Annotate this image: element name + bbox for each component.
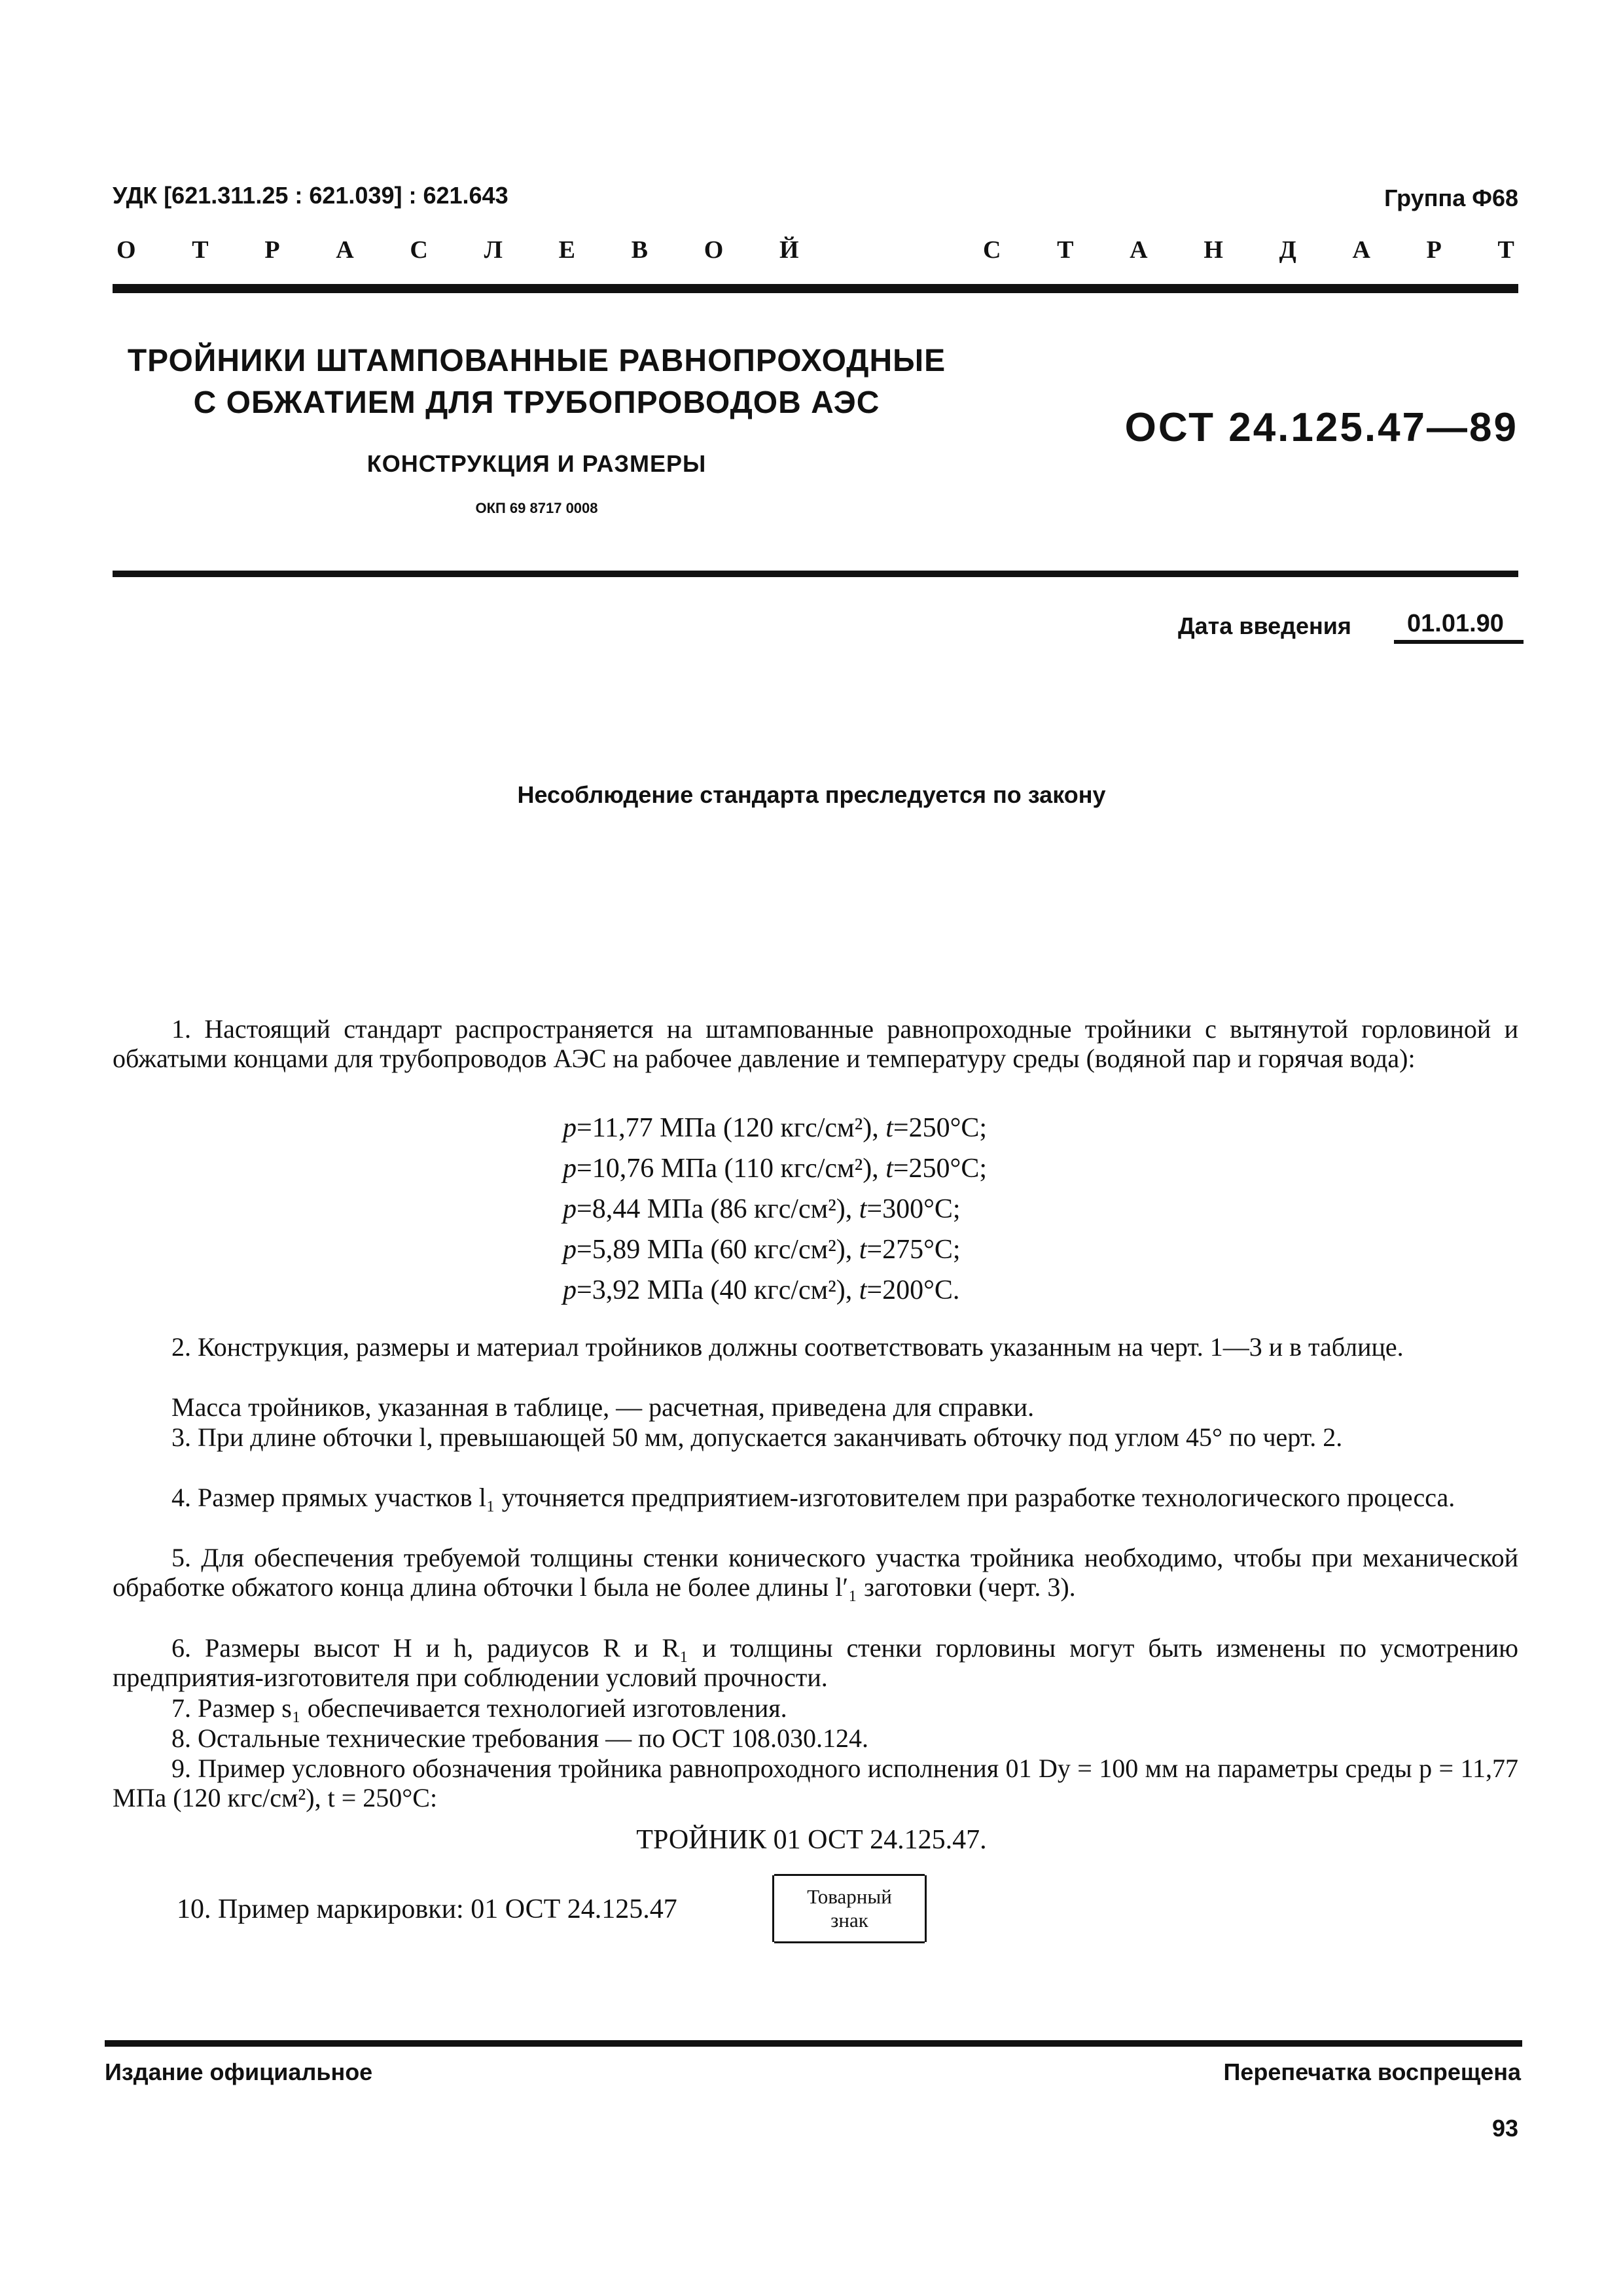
- document-title: [111, 340, 962, 424]
- temperature-value: 200°C.: [882, 1275, 960, 1305]
- okp-code: ОКП 69 8717 0008: [475, 500, 598, 516]
- formula-line: p=5,89 МПа (60 кгс/см²), t=275°C;: [563, 1235, 961, 1265]
- reprint-note: Перепечатка воспрещена: [1223, 2058, 1521, 2085]
- paragraph-6: 6. Размеры высот H и h, радиусов R и R₁ и толщины стенки горловины могут быть изменены по усмотрению предприятия-изготовителя при соблюдении условий прочности.: [113, 1633, 1518, 1692]
- pressure-value: 5,89: [592, 1235, 641, 1265]
- banner-letter: О: [704, 236, 724, 264]
- pressure-unit: МПа: [647, 1235, 704, 1265]
- date-label: Дата введения: [1178, 612, 1351, 639]
- pressure-value: 3,92: [592, 1275, 641, 1305]
- pressure-unit: МПа: [660, 1154, 718, 1184]
- banner-letter: Т: [1497, 236, 1514, 264]
- pressure-unit: МПа: [647, 1275, 704, 1305]
- paragraph-3: 3. При длине обточки l, превышающей 50 мм, допускается заканчивать обточку под углом 45° по черт. 2.: [171, 1422, 1343, 1452]
- banner-letter: Р: [1426, 236, 1442, 264]
- banner-letter: Л: [484, 236, 503, 264]
- banner-letter: Й: [779, 236, 799, 264]
- paragraph-9: 9. Пример условного обозначения тройника равнопроходного исполнения 01 Dу = 100 мм на параметры среды p = 11,77 МПа (120 кгс/см²), t = 250°C:: [113, 1754, 1518, 1812]
- ost-number: ОСТ 24.125.47—89: [1124, 405, 1518, 450]
- marking-example-label: 10. Пример маркировки: 01 ОСТ 24.125.47: [177, 1894, 677, 1924]
- banner-letter: С: [410, 236, 428, 264]
- footer-rule: [105, 2040, 1522, 2047]
- pressure-kgs: (60 кгс/см²),: [710, 1235, 853, 1265]
- pressure-kgs: (40 кгс/см²),: [710, 1275, 853, 1305]
- title-line-1: ТРОЙНИКИ ШТАМПОВАННЫЕ РАВНОПРОХОДНЫЕ: [127, 344, 946, 378]
- trademark-line-2: знак: [830, 1909, 868, 1932]
- temperature-value: 275°C;: [882, 1235, 961, 1265]
- banner-letter: Т: [192, 236, 209, 264]
- banner-letter: С: [982, 236, 1001, 264]
- header-thick-rule: [113, 284, 1518, 293]
- formula-line: p=3,92 МПа (40 кгс/см²), t=200°C.: [563, 1275, 960, 1305]
- paragraph-7: 7. Размер s₁ обеспечивается технологией изготовления.: [171, 1693, 787, 1723]
- pressure-kgs: (86 кгс/см²),: [710, 1194, 853, 1224]
- banner-letter: В: [631, 236, 649, 264]
- pressure-value: 8,44: [592, 1194, 641, 1224]
- formula-line: p=11,77 МПа (120 кгс/см²), t=250°C;: [563, 1113, 988, 1143]
- banner-letter: Н: [1204, 236, 1223, 264]
- designation-example: ТРОЙНИК 01 ОСТ 24.125.47.: [636, 1825, 987, 1855]
- pressure-kgs: (110 кгс/см²),: [724, 1154, 879, 1184]
- pressure-value: 11,77: [592, 1113, 653, 1143]
- pressure-kgs: (120 кгс/см²),: [722, 1113, 879, 1143]
- banner-letter: Д: [1279, 236, 1296, 264]
- trademark-box: [772, 1875, 927, 1942]
- pressure-value: 10,76: [592, 1154, 654, 1184]
- temperature-value: 250°C;: [908, 1154, 988, 1184]
- banner-letter: Р: [264, 236, 280, 264]
- paragraph-1: 1. Настоящий стандарт распространяется на штампованные равнопроходные тройники с вытянутой горловиной и обжатыми концами для трубопроводов АЭС на рабочее давление и температуру среды (водяной пар и горячая вода):: [113, 1014, 1518, 1073]
- title-line-2: С ОБЖАТИЕМ ДЛЯ ТРУБОПРОВОДОВ АЭС: [193, 385, 880, 420]
- date-value: 01.01.90: [1407, 610, 1504, 637]
- banner-letter: Т: [1057, 236, 1074, 264]
- law-notice: Несоблюдение стандарта преследуется по закону: [517, 781, 1106, 808]
- pressure-unit: МПа: [660, 1113, 717, 1143]
- pressure-unit: МПа: [647, 1194, 704, 1224]
- page-number: 93: [1491, 2115, 1518, 2142]
- formula-line: p=8,44 МПа (86 кгс/см²), t=300°C;: [563, 1194, 961, 1224]
- standard-banner: [116, 236, 1514, 264]
- temperature-value: 250°C;: [908, 1113, 988, 1143]
- banner-letter: Е: [558, 236, 575, 264]
- edition-note: Издание официальное: [105, 2058, 373, 2085]
- title-bottom-rule: [113, 571, 1518, 577]
- banner-letter: О: [116, 236, 136, 264]
- paragraph-2b: Масса тройников, указанная в таблице, — расчетная, приведена для справки.: [171, 1392, 1035, 1422]
- paragraph-8: 8. Остальные технические требования — по ОСТ 108.030.124.: [171, 1723, 868, 1753]
- udk-code: УДК [621.311.25 : 621.039] : 621.643: [113, 182, 508, 209]
- banner-letter: А: [1352, 236, 1370, 264]
- group-code: Группа Ф68: [1384, 185, 1518, 211]
- date-underline: [1394, 640, 1524, 644]
- banner-letter: А: [1130, 236, 1148, 264]
- paragraph-5: 5. Для обеспечения требуемой толщины стенки конического участка тройника необходимо, чтобы при механической обработке обжатого конца длина обточки l была не более длины l′₁ заготовки (черт. 3).: [113, 1543, 1518, 1602]
- banner-letter: А: [336, 236, 354, 264]
- paragraph-2: 2. Конструкция, размеры и материал тройников должны соответствовать указанным на черт. 1—3 и в таблице.: [171, 1332, 1404, 1362]
- paragraph-4: 4. Размер прямых участков l₁ уточняется предприятием-изготовителем при разработке технологического процесса.: [171, 1483, 1455, 1512]
- document-subtitle: КОНСТРУКЦИЯ И РАЗМЕРЫ: [366, 450, 707, 477]
- trademark-line-1: Товарный: [807, 1885, 892, 1908]
- temperature-value: 300°C;: [882, 1194, 961, 1224]
- formula-line: p=10,76 МПа (110 кгс/см²), t=250°C;: [563, 1154, 988, 1184]
